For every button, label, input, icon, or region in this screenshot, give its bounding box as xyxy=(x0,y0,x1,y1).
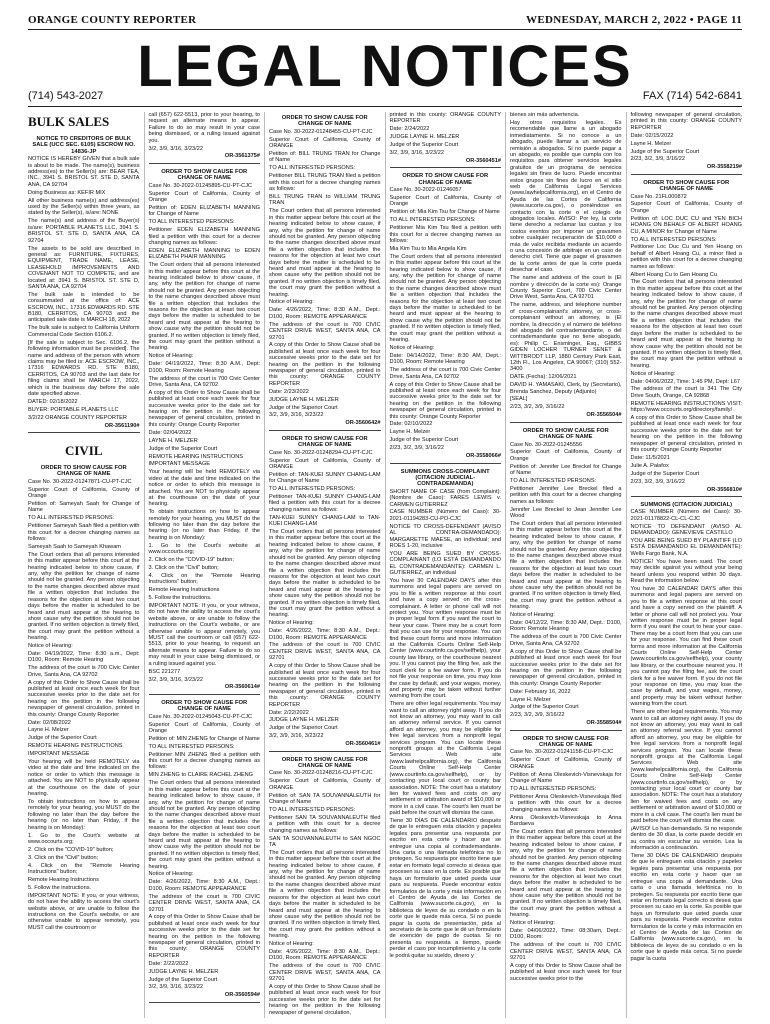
notice-paragraph: A copy of this Order to Show Cause shall be published at least once each week for four successive weeks prior to the date set for hearing on the petition in the following newspaper of general circulation, printed in this county: Orange County Reporter xyxy=(389,381,501,420)
notice-paragraph: Sameyah Saah to Sameyah Khawam xyxy=(28,543,121,550)
notice-paragraph: Case No. 30-2022-01248216-CU-PT-CJC xyxy=(269,770,373,777)
notice-paragraph: Date: 02/04/2022 xyxy=(148,429,192,436)
notice-heading: SUMMONS CROSS-COMPLAINT (CITACION JUDICIAL-CONTRADEMANDA) xyxy=(400,468,490,488)
notice-paragraph: Date: 04/19/2022, Time: 8:30 a.m., Dept: D100, Room: Remote Hearing xyxy=(28,650,140,664)
notice-paragraph: Superior Court of California, County of Orange xyxy=(148,190,260,203)
notice-paragraph: Petitioner MIN ZHENG filed a petition with this court for a decree changing names as follows: xyxy=(148,751,260,771)
notice-paragraph: Date: 11/5/2021 xyxy=(630,455,670,461)
notice-paragraph: 1. Go to the Court's website at www.occourts.org; xyxy=(148,542,260,556)
notice-paragraph: The address of the court is 700 Civic Center Drive, Santa Ana, CA 92702 xyxy=(28,665,140,678)
notice-divider xyxy=(510,422,622,423)
notice-paragraph: A copy of this Order to Show Cause shall be published at least once each week for four successive weeks prior to the date set for hearing on the petition in the following newspaper of general circulation, printed in this county: Orange County Reporter xyxy=(28,679,140,718)
notice-paragraph: Date: 04/19/2022, Time: 8:30 A.M., Dept: D100, Room: Remote Hearing xyxy=(148,361,260,374)
notice-paragraph: Petition of: Sameyah Saah for Change of Name xyxy=(28,501,140,514)
notice-paragraph: BILL TRUNG TRAN to WILLIAM TRUNG TRAN xyxy=(269,193,381,207)
notice-heading: ORDER TO SHOW CAUSE FOR CHANGE OF NAME xyxy=(161,168,248,182)
notice-paragraph: Case No. 21FL000872 xyxy=(630,193,687,200)
notice-paragraph: Notice of Hearing: xyxy=(28,643,73,650)
notice-paragraph: The Court orders that all persons interested in this matter appear before this court at the hearing indicated below to show cause, if any, why the petition for change of name should not be granted. Any person objecting to the name changes described above must file a written objection that includes the reasons for the objection at least two court days before the matter is scheduled to be heard and must appear at the hearing to show cause why the petition should not be granted. If no written objection is timely filed, the court may grant the petition without a hearing. xyxy=(389,253,501,344)
notice-paragraph: Judge of the Superior Court xyxy=(630,470,700,477)
notice-paragraph: The address of the court is 700 CIVIC CENTER DRIVE WEST, SANTA ANA, CA 92701 xyxy=(510,942,622,962)
notice-paragraph: Doing Business as: KEFIR MIX xyxy=(28,189,106,196)
legal-notice xyxy=(28,136,140,433)
notice-paragraph: REMOTE HEARING INSTRUCTIONS xyxy=(148,453,243,460)
notice-paragraph: You have 30 CALENDAR DAYS after this summons and legal papers are served on you to file a written response at this court and have a copy served on the cross-complainant. A letter or phone call will not protect you. Your written response must be in proper legal form if you want the court to hear your case. There may be a court form that you can use for your response. You can find these court forms and more information at the California Courts Online Self-Help Center (www.courtinfo.ca.gov/selfhelp), your county law library, or the courthouse nearest you. If you cannot pay the filing fee, ask the court clerk for a fee waiver form. If you do not file your response on time, you may lose the case by default, and your wages, money, and property may be taken without further warning from the court. xyxy=(389,578,501,700)
notice-paragraph: Judge of the Superior Court xyxy=(389,142,459,149)
notice-paragraph: The Court orders that all persons interested in this matter appear before this court at the hearing indicated below to show cause, if any, why the petition for change of name should not be granted. Any person objecting to the name changes described above must file a written objection that includes the reasons for the objection at least two court days before the matter is scheduled to be heard and must appear at the hearing to show cause why the petition should not be granted. If no written objection is timely filed, the court may grant the petition without a hearing. xyxy=(148,780,260,870)
notice-paragraph: JUDGE LAYNE H. MELZER xyxy=(269,396,339,403)
notice-paragraph: Notice of Hearing: xyxy=(148,871,194,878)
notice-paragraph: Case No. 30-2022-01246057 xyxy=(389,187,462,194)
notice-heading: ORDER TO SHOW CAUSE FOR CHANGE OF NAME xyxy=(281,115,368,128)
notice-paragraph: The address of the court is 700 Civic Center Drive, Santa Ana, CA 92702 xyxy=(389,367,501,380)
notice-paragraph: TO ALL INTERESTED PERSONS: xyxy=(269,165,356,172)
notice-paragraph: CASE NUMBER (Número del Caso): 30-2021-01178822-CL-CL-CJC xyxy=(630,509,742,522)
notice-paragraph: Date: 4/26/2022, Time: 8:30 A.M., Dept.: D100, Room: REMOTE APPEARANCE xyxy=(269,948,381,962)
notice-paragraph: Superior Court of California, County of ORANGE xyxy=(269,457,381,470)
notice-paragraph: LAYNE H. MELZER xyxy=(148,437,198,444)
notice-paragraph: A copy of this Order to Show Cause shall be published at least once each week for four successive weeks prior to the xyxy=(510,963,622,982)
notice-paragraph: The Court orders that all persons interested in this matter appear before this court at the hearing indicated below to show cause, if any, why the petition for change of name should not be granted. Any person objecting to the name changes described above must file a written objection that includes the reasons for the objection at least two court days before the matter is scheduled to be heard and must appear at the hearing to show cause why the petition should not be granted. If no written objection is timely filed, the court may grant the petition without a hearing. xyxy=(148,262,260,352)
notice-paragraph: The Court orders that all persons interested in this matter appear before this court at the hearing indicated below to show cause, if any, why the petition for change of name should not be granted. Any person objecting to the name changes described above must file a written objection that includes the reasons for the objection at least two court days before the matter is scheduled to be heard and must appear at the hearing to show cause why the petition should not be granted. If no written objection is timely filed, the court may grant the petition without a hearing. xyxy=(28,551,140,642)
section-heading-civil: CIVIL xyxy=(64,442,103,458)
publication-number: OR-3560614# xyxy=(224,684,260,691)
notice-paragraph: 4. Click on the "Remote Hearing Instructions" button; xyxy=(148,572,260,586)
notice-paragraph: Case No. 30-2022-01241158-CU-PT-CJC xyxy=(510,749,614,756)
notice-paragraph: Date: 2/24/2022 xyxy=(389,126,430,133)
notice-paragraph: The address of the court is 700 CIVIC CENTER DRIVE WEST, SANTA ANA, CA 92701 xyxy=(148,893,260,913)
notice-paragraph: TO ALL INTERESTED PERSONS: xyxy=(148,219,235,226)
legal-notice xyxy=(390,469,502,959)
notice-paragraph: TAN-KUEI SUNNY CHANG-LAM to TAN-KUEI CHANG-LAM xyxy=(269,514,381,528)
notice-paragraph: Judge of the Superior Court xyxy=(510,704,579,711)
notice-paragraph: Petition of: Anna Oleskevich-Visnevskaja for Change of Name xyxy=(510,771,622,785)
notice-paragraph: JUDGE LAYNE H. MELZER xyxy=(269,717,339,724)
notice-paragraph: Jennifer Lee Breckel to Jean Jennifer Lee Wood xyxy=(510,506,622,520)
notice-paragraph: Superior Court of California, County of Orange xyxy=(28,486,140,500)
notice-paragraph: Notice of Hearing: xyxy=(630,370,676,377)
notice-paragraph: Notice of Hearing: xyxy=(269,941,314,948)
notice-paragraph: There are other legal requirements. You may want to call an attorney right away. If you do not know an attorney, you may want to call an attorney referral service. If you cannot afford an attorney, you may be eligible for free legal services from a nonprofit legal services program. You can locate these nonprofit groups at the California Legal Services Web site (www.lawhelpcalifornia.org), the California Courts Online Self-Help Center (www.courtinfo.ca.gov/selfhelp), or by contacting your local court or county bar association. NOTE: The court has a statutory lien for waived fees and costs on any settlement or arbitration award of $10,000 or more in a civil case. The court's lien must be paid before the court will dismiss the case. xyxy=(389,701,502,817)
notice-paragraph: 2/23, 3/2, 3/9, 3/16/22 xyxy=(389,445,444,452)
notice-paragraph: Your hearing will be held REMOTELY via video at the date and time indicated on the notice or order to which this message is attached. You are NOT to physically appear at the courthouse on the date of your hearing. xyxy=(148,469,260,508)
notice-paragraph: Judge of the Superior Court xyxy=(28,735,97,742)
notice-paragraph: DAVID H. YAMASAKI, Clerk, by (Secretario), Brenda Sanchez, Deputy (Adjunto) xyxy=(510,382,622,395)
notice-paragraph: Petition of: LOC DUC CU and YEN BICH HOANG ON BEHALF OF ALBERT HOANG CU, A MINOR for Change of Name xyxy=(630,215,742,235)
notice-paragraph: TO ALL INTERESTED PERSONS: xyxy=(269,486,356,493)
publication-number: OR-3560461# xyxy=(345,741,381,748)
publication-number: OR-3560594# xyxy=(224,992,260,999)
notice-paragraph: TO ALL INTERESTED PERSONS: xyxy=(630,236,717,243)
notice-paragraph: Judge of the Superior Court xyxy=(269,725,338,732)
notice-paragraph: Notice of Hearing: xyxy=(269,299,314,306)
column-2 xyxy=(144,112,265,1018)
notice-paragraph: The address of the court is 700 Civic Center Drive, Santa Ana, CA 92702 xyxy=(510,634,622,647)
notice-paragraph: The name(s) and address of the Buyer(s) is/are: PORTABLE PLANETS LLC, 3941 S. BRISTOL ST. STE D, SANTA ANA, CA 92704 xyxy=(28,218,140,244)
notice-paragraph: Petitioner Jennifer Lee Breckel filed a petition with this court for a decree changing names as follows: xyxy=(510,485,622,505)
column-4 xyxy=(385,112,506,1018)
notice-heading: ORDER TO SHOW CAUSE FOR CHANGE OF NAME xyxy=(40,464,127,478)
notice-paragraph: The bulk sale is intended to be consummated at the office of: ACE ESCROW, INC., 17316 EDWARDS RD. STE B180, CERRITOS, CA 90703 and the anticipated sale date is MARCH 18, 2022 xyxy=(28,291,140,324)
legal-notice xyxy=(149,700,261,1003)
notice-paragraph: IMPORTANT MESSAGE xyxy=(28,751,90,758)
notice-heading: SUMMONS (CITACION JUDICIAL) xyxy=(640,502,733,509)
publication-number: OR-3558504# xyxy=(586,720,622,727)
notice-paragraph: Judge of the Superior Court xyxy=(389,437,459,444)
notice-paragraph: YOU ARE BEING SUED BY CROSS-COMPLAINANT (LO ESTÁ DEMANDANDO EL CONTRADEMANDANTE): CARMEN L. GUTIERREZ, an individual xyxy=(389,550,501,577)
notice-paragraph: A copy of this Order to Show Cause shall be published at least once each week for four successive weeks prior to the date set for hearing on the petition in the following newspaper of general circulation, printed in this county: ORANGE COUNTY REPORTER xyxy=(269,663,381,708)
notice-paragraph: The name, address, and telephone number of cross-complainant's attorney, or cross-complainant without an attorney, is (El nombre, la dirección y el número de teléfono del abogado del contrademandante, o del contrademandante que no tiene abogado, es): Philip C. Ensminger, Esq., GIBBS GIDEN LOCHER TURNER SENET & WITTBRODT LLP, 1880 Century Park East, 12th Fl., Los Angeles, CA 90067; (310) 552-3400 xyxy=(510,302,622,373)
notice-paragraph: Superior Court of California, County of Orange xyxy=(389,195,501,208)
notice-paragraph: 3/2, 3/9, 3/16, 3/23/22 xyxy=(148,145,203,152)
legal-notice xyxy=(631,180,743,497)
page-header xyxy=(28,12,742,28)
publication-number: OR-3560451# xyxy=(465,157,501,164)
notice-paragraph: 3/2, 3/9, 3/16, 3/23/22 xyxy=(389,150,444,157)
notice-paragraph: 2/23, 3/2, 3/9, 3/16/22 xyxy=(510,404,565,411)
notice-paragraph: Your hearing will be held REMOTELY via video at the date and time indicated on the notice or order to which this message is attached. You are NOT to physically appear at the courthouse on the date of your hearing. xyxy=(28,759,140,798)
header-rule xyxy=(28,29,742,30)
phone-number: (714) 543-2027 xyxy=(28,90,104,102)
notice-divider xyxy=(390,167,502,168)
notice-paragraph: 4. Click on the "Remote Hearing Instructions" button; xyxy=(28,862,140,876)
notice-divider xyxy=(269,751,381,752)
notice-paragraph: Judge of the Superior Court xyxy=(269,404,338,411)
column-3 xyxy=(264,112,385,1018)
notice-paragraph: DATE (Fecha): 12/06/2021 xyxy=(510,374,577,381)
notice-paragraph: Petitioner BILL TRUNG TRAN filed a petition with this court for a decree changing names as follows: xyxy=(269,173,381,193)
notice-heading: NOTICE TO CREDITORS OF BULK SALE (UCC SEC. 6105) ESCROW NO. 14836-JP xyxy=(32,136,136,155)
notice-paragraph: NOTICE TO DEFENDANT (AVISO AL DEMANDADO): GENEVIEVE CASTILLO xyxy=(630,523,742,537)
notice-paragraph: Case No. 30-2022-01248294-CU-PT-CJC xyxy=(269,449,373,456)
notice-paragraph: Date: 02/10/2022 xyxy=(389,421,433,428)
notice-paragraph: Julie A. Palafox xyxy=(630,462,669,469)
notice-paragraph: MIN ZHENG to CLAIRE RACHEL ZHENG xyxy=(148,772,254,779)
notice-paragraph: The assets to be sold are described in general as: FURNITURE, FIXTURES, EQUIPMENT, TRADE NAME, LEASE, LEASEHOLD IMPROVEMENTS AND COVENANT NOT TO COMPETE, and are located at: 3941 S. BRISTOL ST. STE D, SANTA ANA, CA 92704 xyxy=(28,245,140,290)
notice-paragraph: Remote Hearing Instructions xyxy=(148,587,220,594)
notice-paragraph: Petitioner Sameyah Saah filed a petition with this court for a decree changing names as follows: xyxy=(28,523,140,543)
notice-paragraph: Case No. 30-2022-01245556 xyxy=(510,441,583,448)
notice-paragraph: Petition of: MIN ZHENG for Change of Name xyxy=(148,735,260,742)
notice-paragraph: Tiene 30 DÍAS DE CALENDARIO después de que le entreguen esta citación y papeles legales para presentar una respuesta por escrito en esta corte y hacer que se entregue una copia al demandante. Una carta o una llamada telefónica no lo protegen. Su respuesta por escrito tiene que estar en formato legal correcto si desea que procesen su caso en la corte. Es posible que haya un formulario que usted pueda usar para su respuesta. Puede encontrar estos formularios de la corte y más información en el Centro de Ayuda de las Cortes de California (www.sucorte.ca.gov), en la biblioteca de leyes de su condado o en la corte que le quede más cerca. Si no puede pagar la cuota xyxy=(630,853,742,962)
notice-divider xyxy=(631,174,743,175)
notice-paragraph: following newspaper of general circulation, printed in this county: ORANGE COUNTY REPORTER xyxy=(630,112,742,131)
notice-paragraph: IMPORTANT MESSAGE xyxy=(148,461,211,468)
notice-paragraph: A copy of this Order to Show Cause shall be published at least once each week for four successive weeks prior to the date set for hearing on the petition in the following newspaper of general circulation, printed in this county: Orange County Reporter xyxy=(148,389,260,428)
notice-paragraph: Petitioner EDEN ELIZABETH MANNING filed a petition with this court for a decree changing names as follows: xyxy=(148,227,260,246)
notice-paragraph: Judge of the Superior Court xyxy=(148,976,218,983)
notice-paragraph: JUDGE LAYNE H. MELZER xyxy=(389,134,460,141)
notice-divider xyxy=(149,163,261,164)
notice-paragraph: The address of the court is 700 CIVIC CENTER DRIVE WEST, SANTA ANA, CA 92701 xyxy=(269,321,381,341)
notice-paragraph: Judge of the Superior Court xyxy=(630,148,700,155)
legal-notice xyxy=(390,112,502,168)
notice-paragraph: CASE NUMBER (Número del Caso): 30-2021-01194283-CU-PO-CJC xyxy=(389,509,501,522)
notice-heading: ORDER TO SHOW CAUSE FOR CHANGE OF NAME xyxy=(522,735,609,749)
notice-paragraph: Case No. 30-2022-01245043-CU-PT-CJC xyxy=(148,713,253,720)
notice-heading: ORDER TO SHOW CAUSE FOR CHANGE OF NAME xyxy=(643,179,730,193)
notice-paragraph: NOTICE! You have been sued. The court may decide against you without your being heard unless you respond within 30 days. Read the information below. xyxy=(630,558,742,584)
title-rule xyxy=(28,106,742,107)
legal-notice xyxy=(269,436,381,752)
notice-paragraph: DATED: 02/18/2022 xyxy=(28,398,78,405)
notice-heading: ORDER TO SHOW CAUSE FOR CHANGE OF NAME xyxy=(522,427,609,441)
notice-paragraph: A copy of this Order to Show Cause shall be published at least once each week for four successive weeks prior to the date set for hearing on the petition in the following newspaper of general circulation, xyxy=(269,983,381,1016)
notice-paragraph: SAN TA SOUVANNALEUTH to SAN NGOC TA xyxy=(269,835,381,848)
notice-paragraph: TO ALL INTERESTED PERSONS: xyxy=(269,806,356,813)
publication-number: OR-3558066# xyxy=(465,453,501,460)
notice-paragraph: Date: 4/26/2022, Time: 8:30 A.M., Dept.: D100, Room: REMOTE APPEARANCE xyxy=(269,628,381,641)
notice-paragraph: 1. Go to the Court's website at www.occourts.org; xyxy=(28,832,140,845)
legal-notice xyxy=(149,112,261,164)
page-title: LEGAL NOTICES xyxy=(137,34,633,99)
fax-number: FAX (714) 542-6841 xyxy=(642,90,742,102)
notice-paragraph: Notice of Hearing: xyxy=(269,620,314,627)
notice-paragraph: The address of the court is 700 Civic Center Drive, Santa Ana, CA 92702 xyxy=(148,375,260,388)
notice-paragraph: A copy of this Order to Show Cause shall be published at least once each week for four successive weeks prior to the date set for hearing on the petition in the following newspaper of general circulation, printed in this county: ORANGE COUNTY REPORTER xyxy=(269,342,381,387)
publication-number: OR-3560642# xyxy=(345,420,381,427)
notice-paragraph: Superior Court of California, County of Orange xyxy=(630,201,742,214)
notice-paragraph: Layne H. Melzer xyxy=(510,696,551,703)
notice-paragraph: Case No. 30-2022-01245895-CU-PT-CJC xyxy=(148,182,253,189)
notice-paragraph: Date: 04/06/2022, Time: 08:30am, Dept.: D100, Room: xyxy=(510,928,622,941)
notice-paragraph: 3/2, 3/9, 3/16, 3/23/22 xyxy=(269,412,324,419)
notice-paragraph: Petitioner Anna Oleskevich-Visnevskaja filed a petition with this court for a decree changing names as follows: xyxy=(510,793,622,813)
notice-paragraph: TO ALL INTERESTED PERSONS: xyxy=(148,743,235,750)
notice-heading: ORDER TO SHOW CAUSE FOR CHANGE OF NAME xyxy=(402,173,489,186)
notice-paragraph: 2/23, 3/2, 3/9, 3/16/22 xyxy=(510,712,565,719)
notice-paragraph: Petitioner TAN-KUEI SUNNY CHANG-LAM filed a petition with this court for a decree changing names as follows: xyxy=(269,494,381,513)
notice-paragraph: Tiene 30 DÍAS DE CALENDARIO después de que le entreguen esta citación y papeles legales para presentar una respuesta por escrito en esta corte y hacer que se entregue una copia al contrademandante. Una carta o una llamada telefónica no lo protegen. Su respuesta por escrito tiene que estar en formato legal correcto si desea que procesen su caso en la corte. Es posible que haya un formulario que usted pueda usar para su respuesta. Puede encontrar estos formularios de la corte y más información en el Centro de Ayuda de las Cortes de California (www.sucorte.ca.gov), en la biblioteca de leyes de su condado o en la corte que le quede más cerca. Si no puede pagar la cuota de presentación, pida al secretario de la corte que le dé un formulario de exención de pago de cuotas. Si no presenta su respuesta a tiempo, puede perder el caso por incumplimiento y la corte le podrá quitar su sueldo, dinero y xyxy=(389,818,501,959)
notice-paragraph: The Court orders that all persons interested in this matter appear before this court at the hearing indicated below to show cause, if any, why the petition for change of name should not be granted. Any person objecting to the name changes described above must file a written objection that includes the reasons for the objection at least two court days before the matter is scheduled to be heard and must appear at the hearing to show cause why the petition should not be granted. If no written objection is timely filed, the court may grant the petition without a hearing. xyxy=(269,849,381,940)
notice-paragraph: The address of the court is 700 CIVIC CENTER DRIVE WEST, SANTA ANA, CA 92701 xyxy=(269,642,381,662)
notice-paragraph: JUDGE LAYNE H. MELZER xyxy=(148,968,219,975)
notice-paragraph: 2/23, 3/2, 3/9, 3/16/22 xyxy=(630,478,685,485)
notice-paragraph: printed in this county: ORANGE COUNTY REPORTER xyxy=(389,112,501,125)
notice-paragraph: Hay otros requisitos legales. Es recomendable que llame a un abogado inmediatamente. Si no conoce a un abogado, puede llamar a un servicio de remisión a abogados. Si no puede pagar a un abogado, es posible que cumpla con los requisitos para obtener servicios legales gratuitos de un programa de servicios legales sin fines de lucro. Puede encontrar estos grupos sin fines de lucro en el sitio web de California Legal Services (www.lawhelpcalifornia.org), en el Centro de Ayuda de las Cortes de California (www.sucorte.ca.gov), o poniéndose en contacto con la corte o el colegio de abogados locales. AVISO: Por ley, la corte tiene derecho a reclamar las cuotas y los costos exentos por imponer un gravamen sobre cualquier recuperación de $10,000 ó más de valor recibida mediante un acuerdo o una concesión de arbitraje en un caso de derecho civil. Tiene que pagar el gravamen de la corte antes de que la corte pueda desechar el caso. xyxy=(510,119,622,274)
notice-paragraph: 3/2, 3/9, 3/16, 3/23/22 xyxy=(148,676,203,683)
notice-paragraph: 5. Follow the instructions. xyxy=(148,595,212,602)
notice-paragraph: To obtain instructions on how to appear remotely for your hearing, you MUST do the following no later than the day before the hearing (or no later than Friday, if the hearing is on Monday): xyxy=(28,798,140,831)
notice-paragraph: 3. Click on the "Civil" button; xyxy=(28,854,99,861)
legal-notice xyxy=(28,465,140,931)
contact-bar xyxy=(28,90,742,104)
notice-paragraph: NOTICE IS HEREBY GIVEN that a bulk sale is about to be made. The name(s), business address(es) to the Seller(s) are: BEAR TEA, INC., 3941 S. BRISTOL ST. STE D, SANTA ANA, CA 92704 xyxy=(28,156,140,188)
notice-paragraph: Date: 4/26/2022, Time: 8:30 A.M., Dept.: D100, Room: REMOTE APPEARANCE xyxy=(148,879,260,892)
notice-paragraph: Date: February 16, 2022 xyxy=(510,688,571,695)
notice-paragraph: Superior Court of California, County of ORANGE xyxy=(269,136,381,150)
notice-paragraph: Petitioner SAN TA SOUVANNALEUTH filed a petition with this court for a decree changing names as follows: xyxy=(269,814,381,834)
notice-paragraph: 3/2, 3/9, 3/16, 3/23/22 xyxy=(269,733,324,740)
notice-paragraph: EDEN ELIZABETH MANNING to EDEN ELIZABETH PHAIR MANNING xyxy=(148,247,260,261)
notice-paragraph: Superior Court of California, County of Orange xyxy=(510,449,622,462)
notice-paragraph: Anna Oleskevich-Visnevskaja to Anna Bardaeva xyxy=(510,814,622,828)
notice-paragraph: Petition of: TAN-KUEI SUNNY CHANG-LAM for Change of Name xyxy=(269,471,381,485)
legal-notice xyxy=(269,757,381,1016)
notice-paragraph: A copy of this Order to Show Cause shall be published at least once each week for four successive weeks prior to the date set for hearing on the petition in the following newspaper of general circulation, printed in this county: ORANGE COUNTY REPORTER xyxy=(148,914,260,959)
notice-paragraph: Notice of Hearing: xyxy=(510,920,555,927)
notice-paragraph: TO ALL INTERESTED PERSONS: xyxy=(510,478,597,485)
notice-paragraph: Layne H. Melzer xyxy=(630,140,672,147)
legal-notice xyxy=(269,115,381,431)
column-5 xyxy=(505,112,626,1018)
notice-paragraph: All other business name(s) and address(es) used by the Seller(s) within three years, as stated by the Seller(s), is/are: NONE xyxy=(28,197,140,217)
paper-name: ORANGE COUNTY REPORTER xyxy=(28,14,197,26)
notice-paragraph: The address of the court is 341 The City Drive South, Orange, CA 92868 xyxy=(630,386,742,399)
notice-divider xyxy=(149,1002,261,1003)
notice-paragraph: [SEAL] xyxy=(510,396,528,403)
notice-paragraph: The Court orders that all persons interested in this matter appear before this court at the hearing indicated below to show cause, if any, why the petition for change of name should not be granted. Any person objecting to the name changes described above must file a written objection that includes the reasons for the objection at least two court days before the matter is scheduled to be heard and must appear at the hearing to show cause why the petition should not be granted. If no written objection is timely filed, the court may grant the petition without a hearing. xyxy=(510,828,622,919)
publication-number: OR-3561375# xyxy=(224,153,260,160)
notice-paragraph: Petition of: SAN TA SOUVANNALEUTH for Change of Name xyxy=(269,792,381,805)
notice-paragraph: Date: 2/23/2022 xyxy=(269,388,309,395)
column-6 xyxy=(626,112,743,1018)
notice-divider xyxy=(510,730,622,731)
notice-paragraph: To obtain instructions on how to appear remotely for your hearing, you MUST do the following no later than the day before the hearing (or no later than Friday, if the hearing is on Monday): xyxy=(148,509,260,541)
notice-paragraph: Date: 04/12/22, Time: 8:30 AM, Dept.: D100, Room: Remote Hearing xyxy=(510,620,622,633)
notice-paragraph: Date: 2/22/2022 xyxy=(148,960,189,967)
publication-number: OR-3558219# xyxy=(706,164,742,171)
notice-divider xyxy=(28,432,140,433)
notice-paragraph: Date: 4/26/2022, Time: 8:30 A.M., Dept.: D100, Room: REMOTE APPEARANCE xyxy=(269,307,381,320)
notice-paragraph: There are other legal requirements. You may want to call an attorney right away. If you do not know an attorney, you may want to call an attorney referral service. If you cannot afford an attorney, you may be eligible for free legal services from a nonprofit legal services program. You can locate these nonprofit groups at the California Legal Services Web site (www.lawhelpcalifornia.org), the California Courts Online Self-Help Center (www.courtinfo.ca.gov/selfhelp), or by contacting your local court or county bar association. NOTE: The court has a statutory lien for waived fees and costs on any settlement or arbitration award of $10,000 or more in a civil case. The court's lien must be paid before the court will dismiss the case. xyxy=(630,709,742,825)
notice-paragraph: The name and address of the court is (El nombre y dirección de la corte es): Orange County Superior Court, 700 Civic Center Drive West, Santa Ana, CA 92701 xyxy=(510,275,622,301)
notice-paragraph: TO ALL INTERESTED PERSONS: xyxy=(28,515,115,522)
notice-paragraph: Case No. 30-2022-01247871-CU-PT-CJC xyxy=(28,478,132,485)
publication-number: OR-3556810# xyxy=(706,486,742,493)
columns xyxy=(28,112,742,1018)
notice-paragraph: The Court orders that all persons interested in this matter appear before this court at the hearing indicated below to show cause, if any, why the petition for change of name should not be granted. Any person objecting to the name changes described above must file a written objection that includes the reasons for the objection at least two court days before the matter is scheduled to be heard and must appear at the hearing to show cause why the petition should not be granted. If no written objection is timely filed, the court may grant the petition without a hearing. xyxy=(269,208,381,298)
notice-paragraph: Notice of Hearing: xyxy=(389,345,435,351)
notice-paragraph: The address of the court is 700 CIVIC CENTER DRIVE WEST, SANTA ANA, CA 92701 xyxy=(269,963,381,983)
notice-divider xyxy=(269,430,381,431)
section-heading-bulk-sales: BULK SALES xyxy=(28,114,110,129)
notice-paragraph: Petition of: Jennifer Lee Breckel for Change of Name xyxy=(510,463,622,477)
notice-paragraph: A copy of this Order to Show Cause shall be published at least once each week for four successive weeks prior to the date set for hearing on the petition in the following newspaper of general circulation, printed in this county: Orange County Reporter xyxy=(510,648,622,687)
notice-paragraph: 3/2, 3/9, 3/16, 3/23/22 xyxy=(148,984,203,991)
legal-notice xyxy=(510,736,622,983)
notice-paragraph: Petitioner Mia Kim Tsu filed a petition with this court for a decree changing names as follows: xyxy=(389,225,501,244)
notice-paragraph: The Court orders that all persons interested in this matter appear before this court at the hearing indicated below to show cause, if any, why the petition for change of name should not be granted. Any person objecting to the name changes described above must file a written objection that includes the reasons for the objection at least two court days before the matter is scheduled to be heard and must appear at the hearing to show cause why the petition should not be granted. If no written objection is timely filed, the court may grant the petition without a hearing. xyxy=(269,529,381,619)
notice-paragraph: SHORT NAME OF CASE (from Complaint): (Nombre de Caso): FARES LEWIS v. CARMEN GUTIERREZ xyxy=(389,488,501,508)
notice-paragraph: Date: 04/14/2022, Time: 8:30 AM, Dept.: D100, Room: Remote Hearing xyxy=(389,352,501,366)
column-1 xyxy=(28,112,144,1018)
notice-paragraph: Petition of: BILL TRUNG TRAN for Change of Name xyxy=(269,151,381,164)
notice-paragraph: BUYER: PORTABLE PLANETS LLC xyxy=(28,406,119,413)
notice-paragraph: ¡AVISO! Lo han demandado. Si no responde dentro de 30 días, la corte puede decidir en su contra sin escuchar su versión. Lea la información a continuación. xyxy=(630,825,742,852)
notice-paragraph: A copy of this Order to Show Cause shall be published at least once each week for four successive weeks prior to the date set for hearing on the petition in the following newspaper of general circulation, printed in this county: Orange County Reporter xyxy=(630,415,742,454)
notice-paragraph: The Court orders that all persons interested in this matter appear before this court at the hearing indicated below to show cause, if any, why the petition for change of name should not be granted. Any person objecting to the name changes described above must file a written objection that includes the reasons for the objection at least two court days before the matter is scheduled to be heard and must appear at the hearing to show cause why the petition should not be granted. If no written objection is timely filed, the court may grant the petition without a hearing. xyxy=(630,279,742,369)
notice-paragraph: YOU ARE BEING SUED BY PLAINTIFF (LO ESTÁ DEMANDANDO EL DEMANDANTE): Wells Fargo Bank, N.A. xyxy=(630,538,742,557)
notice-paragraph: Superior Court of California, County of Orange xyxy=(148,721,260,734)
publication-number: OR-3561190# xyxy=(104,422,140,429)
notice-paragraph: BSC 221277 xyxy=(148,668,181,675)
notice-divider xyxy=(390,463,502,464)
notice-paragraph: The Court orders that all persons interested in this matter appear before this court at the hearing indicated below to show cause, if any, why the petition for change of name should not be granted. Any person objecting to the name changes described above must file a written objection that includes the reasons for the objection at least two court days before the matter is scheduled to be heard and must appear at the hearing to show cause why the petition should not be granted. If no written objection is timely filed, the court may grant the petition without a hearing. xyxy=(510,520,622,611)
notice-paragraph: 2. Click on the "COVID-19" button; xyxy=(148,557,234,564)
notice-paragraph: NOTICE TO CROSS-DEFENDANT (AVISO AL CONTRA-DEMANDADO): MARGARETTE MAESE, an individual; and ROES 1-20, inclusive xyxy=(389,523,501,549)
legal-notice xyxy=(510,112,622,423)
legal-notice xyxy=(631,112,743,175)
notice-paragraph: Notice of Hearing: xyxy=(510,612,555,619)
legal-notice xyxy=(631,502,743,962)
notice-paragraph: Petitioner Loc Duc Cu and Yen Hoang on behalf of Albert Hoang Cu, a minor filed a petition with this court for a decree changing names as follows: xyxy=(630,244,742,270)
notice-paragraph: 2/23, 3/2, 3/9, 3/16/22 xyxy=(630,156,685,163)
notice-paragraph: Judge of the Superior Court xyxy=(148,445,218,452)
notice-heading: ORDER TO SHOW CAUSE FOR CHANGE OF NAME xyxy=(281,435,368,449)
notice-paragraph: Layne H. Melzer xyxy=(28,727,69,734)
publication-number: OR-3556504# xyxy=(586,412,622,419)
notice-paragraph: Date: 04/06/2022, Time: 1:45 PM, Dept: L67 xyxy=(630,378,740,385)
notice-paragraph: Notice of Hearing: xyxy=(148,353,194,360)
notice-paragraph: TO ALL INTERESTED PERSONS: xyxy=(389,217,476,224)
notice-paragraph: Case No. 30-2022-01248455-CU-PT-CJC xyxy=(269,128,373,135)
notice-heading: ORDER TO SHOW CAUSE FOR CHANGE OF NAME xyxy=(281,756,368,769)
legal-notice xyxy=(149,169,261,695)
notice-paragraph: 5. Follow the instructions. xyxy=(28,884,92,891)
notice-paragraph: Superior Court of California, County of ORANGE xyxy=(269,778,381,791)
notice-divider xyxy=(149,694,261,695)
notice-paragraph: Mia Kim Tsu to Mia Angela Kim xyxy=(389,245,467,252)
notice-paragraph: Date: 2/22/2022 xyxy=(269,709,309,716)
legal-notice xyxy=(510,428,622,731)
notice-paragraph: Date: 02/08/2022 xyxy=(28,719,71,726)
notice-paragraph: Albert Hoang Cu to Gen Hoang Cu xyxy=(630,271,717,278)
notice-paragraph: REMOTE HEARING INSTRUCTIONS xyxy=(28,743,123,750)
notice-paragraph: IMPORTANT NOTE: If you, or your witness, do not have the ability to access the court's website above, or are unable to follow the instructions on the Court's website, or are otherwise unable to appear remotely, you MUST call the courtroom or call (657) 622-5513, prior to your hearing, to request an alternate means to appear. Failure to do so may result in your case being dismissed, or a ruling issued against you. xyxy=(148,603,260,667)
notice-paragraph: The bulk sale is subject to California Uniform Commercial Code Section 6106.2. xyxy=(28,325,140,338)
notice-paragraph: Layne H. Melzer xyxy=(389,429,431,436)
dateline: WEDNESDAY, MARCH 2, 2022 • PAGE 11 xyxy=(526,14,742,26)
notice-paragraph: You have 30 CALENDAR DAYS after this summons and legal papers are served on you to file a written response at this court and have a copy served on the plaintiff. A letter or phone call will not protect you. Your written response must be in proper legal form if you want the court to hear your case. There may be a court form that you can use for your response. You can find these court forms and more information at the California Courts Online Self-Help Center (www.courtinfo.ca.gov/selfhelp), your county law library, or the courthouse nearest you. If you cannot pay the filing fee, ask the court clerk for a fee waiver form. If you do not file your response on time, you may lose the case by default, and your wages, money, and property may be taken without further warning from the court. xyxy=(630,585,742,708)
notice-paragraph: IMPORTANT NOTE: If you, or your witness, do not have the ability to access the court's website above, or are unable to follow the instructions on the Court's website, or are otherwise unable to appear remotely, you MUST call the courtroom or xyxy=(28,892,140,931)
notice-paragraph: [If the sale is subject to Sec. 6106.2, the following information must be provided]. The name and address of the person with whom claims may be filed is: ACE ESCROW, INC., 17316 EDWARDS RD. STE B180, CERRITOS, CA 90703 and the last date for filing claims shall be MARCH 17, 2022, which is the business day before the sale date specified above. xyxy=(28,339,140,397)
notice-paragraph: TO ALL INTERESTED PERSONS: xyxy=(510,786,597,792)
notice-paragraph: Date: 02/15/2022 xyxy=(630,132,674,139)
notice-paragraph: Remote Hearing Instructions xyxy=(28,876,99,883)
notice-paragraph: 3/2/22 ORANGE COUNTY REPORTER xyxy=(28,414,127,421)
notice-paragraph: bienes sin más advertencia. xyxy=(510,112,580,118)
notice-paragraph: 2. Click on the "COVID-19" button; xyxy=(28,846,114,853)
notice-paragraph: Petition of: Mia Kim Tsu for Change of Name xyxy=(389,209,500,216)
legal-notice xyxy=(390,173,502,463)
notice-paragraph: REMOTE HEARING INSTRUCTIONS VISIT: https://www.occourts.org/directory/family/ xyxy=(630,400,742,414)
notice-divider xyxy=(631,496,743,497)
notice-paragraph: Superior Court of California, County of ORANGE xyxy=(510,757,622,770)
notice-paragraph: Petition of: EDEN ELIZABETH MANNING for Change of Name xyxy=(148,204,260,218)
notice-paragraph: call (657) 622-5513, prior to your hearing, to request an alternate means to appear. Failure to do so may result in your case being dismissed, or a ruling issued against you. xyxy=(148,112,260,144)
notice-heading: ORDER TO SHOW CAUSE FOR CHANGE OF NAME xyxy=(161,699,248,713)
notice-paragraph: 3. Click on the "Civil" button; xyxy=(148,565,219,571)
